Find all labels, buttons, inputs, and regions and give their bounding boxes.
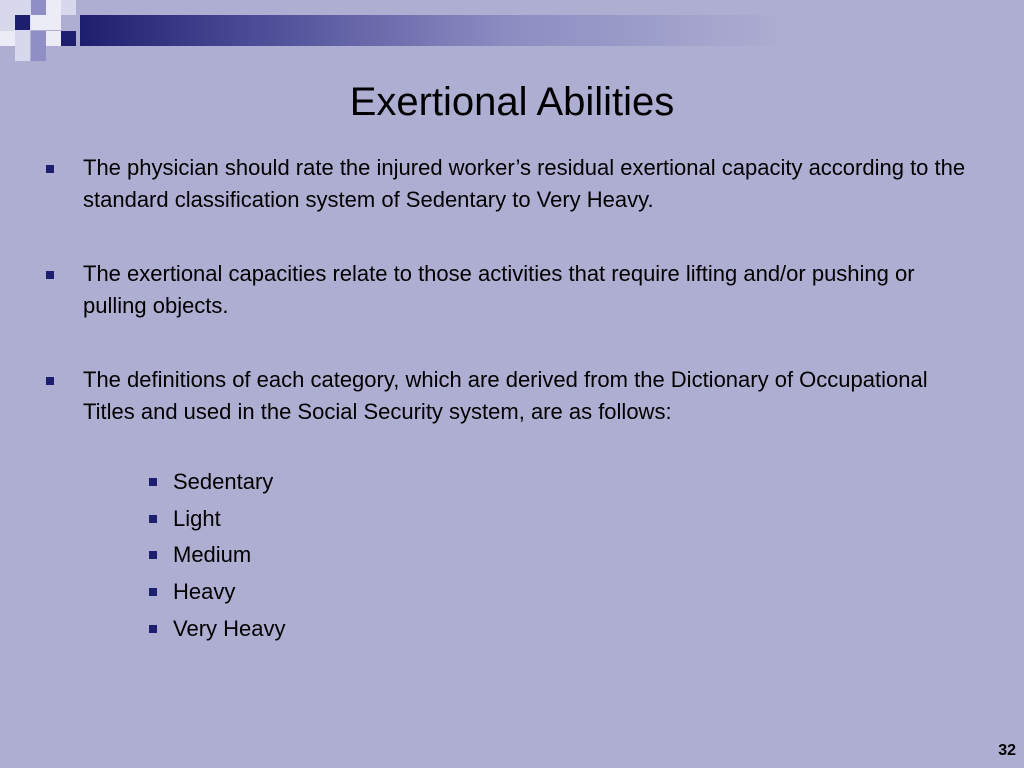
square-bullet-icon xyxy=(149,625,157,633)
decor-square xyxy=(61,31,76,46)
decor-square xyxy=(61,0,76,15)
sub-bullet-list xyxy=(148,464,286,648)
bullet-text: The exertional capacities relate to those activities that require lifting and/or pushing or pulling objects. xyxy=(83,261,915,318)
sub-bullet-item xyxy=(148,611,286,648)
sub-bullet-text: Sedentary xyxy=(173,469,274,494)
square-bullet-icon xyxy=(149,588,157,596)
bullet-item xyxy=(44,364,984,428)
sub-bullet-text: Heavy xyxy=(173,579,236,605)
bullet-list xyxy=(44,152,984,470)
decor-square xyxy=(15,46,30,61)
decor-square xyxy=(31,15,46,30)
sub-bullet-item xyxy=(148,537,286,574)
sub-bullet-item xyxy=(148,464,286,501)
sub-bullet-text: Light xyxy=(173,505,221,531)
decor-square xyxy=(15,31,30,46)
sub-bullet-text: Very Heavy xyxy=(173,615,286,641)
decor-square xyxy=(15,15,30,30)
decor-square xyxy=(46,0,61,15)
decor-square xyxy=(31,0,46,15)
decor-square xyxy=(0,31,15,46)
square-bullet-icon xyxy=(149,551,157,559)
sub-bullet-item xyxy=(148,501,286,538)
slide-title: Exertional Abilities xyxy=(349,80,675,124)
decor-square xyxy=(31,31,46,46)
header-gradient-band xyxy=(80,15,1024,46)
bullet-item xyxy=(44,258,984,322)
page-number: 32 xyxy=(998,742,1016,759)
sub-bullet-item xyxy=(148,574,286,611)
sub-bullet-text: Medium xyxy=(173,542,252,568)
square-bullet-icon xyxy=(46,165,54,173)
bullet-item xyxy=(44,152,984,216)
decor-square xyxy=(46,15,61,30)
square-bullet-icon xyxy=(149,478,157,486)
decor-square xyxy=(31,46,46,61)
bullet-text: The definitions of each category, which are derived from the Dictionary of Occupational Titles and used in the Social Security system, are as follows: xyxy=(83,367,928,424)
square-bullet-icon xyxy=(149,515,157,523)
decor-square xyxy=(46,31,61,46)
square-bullet-icon xyxy=(46,271,54,279)
bullet-text: The physician should rate the injured worker’s residual exertional capacity according to the standard classification system of Sedentary to Very Heavy. xyxy=(83,155,966,212)
square-bullet-icon xyxy=(46,377,54,385)
